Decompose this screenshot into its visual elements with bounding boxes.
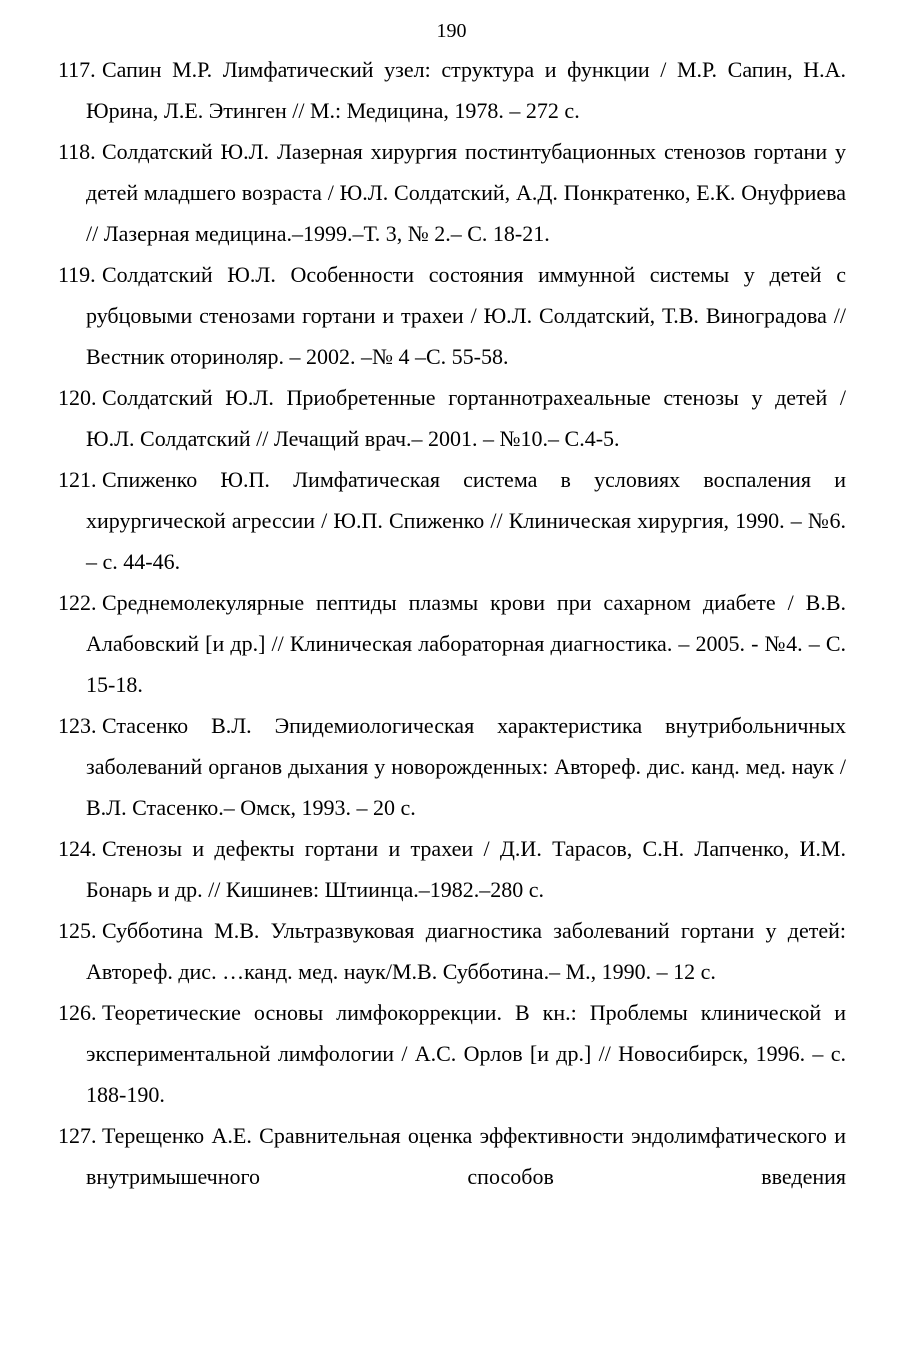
reference-number: 124. <box>58 836 97 861</box>
reference-item <box>0 582 903 705</box>
reference-item <box>0 828 903 910</box>
reference-number: 121. <box>58 467 97 492</box>
reference-number: 117. <box>58 57 96 82</box>
reference-item <box>0 705 903 828</box>
reference-text: Стасенко В.Л. Эпидемиологическая характеристика внутрибольничных заболеваний органов дыхания у новорожденных: Автореф. дис. канд. мед. наук / В.Л. Стасенко.– Омск, 1993. – 20 с. <box>86 713 846 820</box>
reference-number: 118. <box>58 139 96 164</box>
reference-item <box>0 910 903 992</box>
reference-number: 119. <box>58 262 96 287</box>
reference-list <box>0 49 903 1197</box>
reference-item <box>0 49 903 131</box>
reference-item <box>0 459 903 582</box>
reference-text: Терещенко А.Е. Сравнительная оценка эффективности эндолимфатического и внутримышечного способов введения <box>86 1123 846 1189</box>
reference-item <box>0 254 903 377</box>
reference-item <box>0 377 903 459</box>
reference-text: Теоретические основы лимфокоррекции. В кн.: Проблемы клинической и экспериментальной лимфологии / А.С. Орлов [и др.] // Новосибирск, 1996. – с. 188-190. <box>86 1000 846 1107</box>
reference-number: 123. <box>58 713 97 738</box>
reference-item <box>0 1115 903 1197</box>
reference-text: Солдатский Ю.Л. Приобретенные гортаннотрахеальные стенозы у детей / Ю.Л. Солдатский // Лечащий врач.– 2001. – №10.– С.4-5. <box>86 385 846 451</box>
reference-number: 125. <box>58 918 97 943</box>
reference-text: Спиженко Ю.П. Лимфатическая система в условиях воспаления и хирургической агрессии / Ю.П. Спиженко // Клиническая хирургия, 1990. – №6. – с. 44-46. <box>86 467 846 574</box>
reference-number: 127. <box>58 1123 97 1148</box>
reference-text: Сапин М.Р. Лимфатический узел: структура и функции / М.Р. Сапин, Н.А. Юрина, Л.Е. Этинген // М.: Медицина, 1978. – 272 с. <box>86 57 846 123</box>
reference-number: 126. <box>58 1000 97 1025</box>
reference-number: 120. <box>58 385 97 410</box>
reference-text: Солдатский Ю.Л. Лазерная хирургия постинтубационных стенозов гортани у детей младшего возраста / Ю.Л. Солдатский, А.Д. Понкратенко, Е.К. Онуфриева // Лазерная медицина.–1999.–Т. 3, № 2.– С. 18-21. <box>86 139 846 246</box>
reference-text: Субботина М.В. Ультразвуковая диагностика заболеваний гортани у детей: Автореф. дис. …канд. мед. наук/М.В. Субботина.– М., 1990. – 12 с. <box>86 918 846 984</box>
reference-item <box>0 992 903 1115</box>
page-number: 190 <box>436 20 467 42</box>
reference-text: Стенозы и дефекты гортани и трахеи / Д.И. Тарасов, С.Н. Лапченко, И.М. Бонарь и др. // Кишинев: Штиинца.–1982.–280 с. <box>86 836 846 902</box>
reference-text: Среднемолекулярные пептиды плазмы крови при сахарном диабете / В.В. Алабовский [и др.] // Клиническая лабораторная диагностика. – 2005. - №4. – С. 15-18. <box>86 590 846 697</box>
reference-item <box>0 131 903 254</box>
reference-number: 122. <box>58 590 97 615</box>
reference-text: Солдатский Ю.Л. Особенности состояния иммунной системы у детей с рубцовыми стенозами гортани и трахеи / Ю.Л. Солдатский, Т.В. Виноградова // Вестник оториноляр. – 2002. –№ 4 –С. 55-58. <box>86 262 846 369</box>
